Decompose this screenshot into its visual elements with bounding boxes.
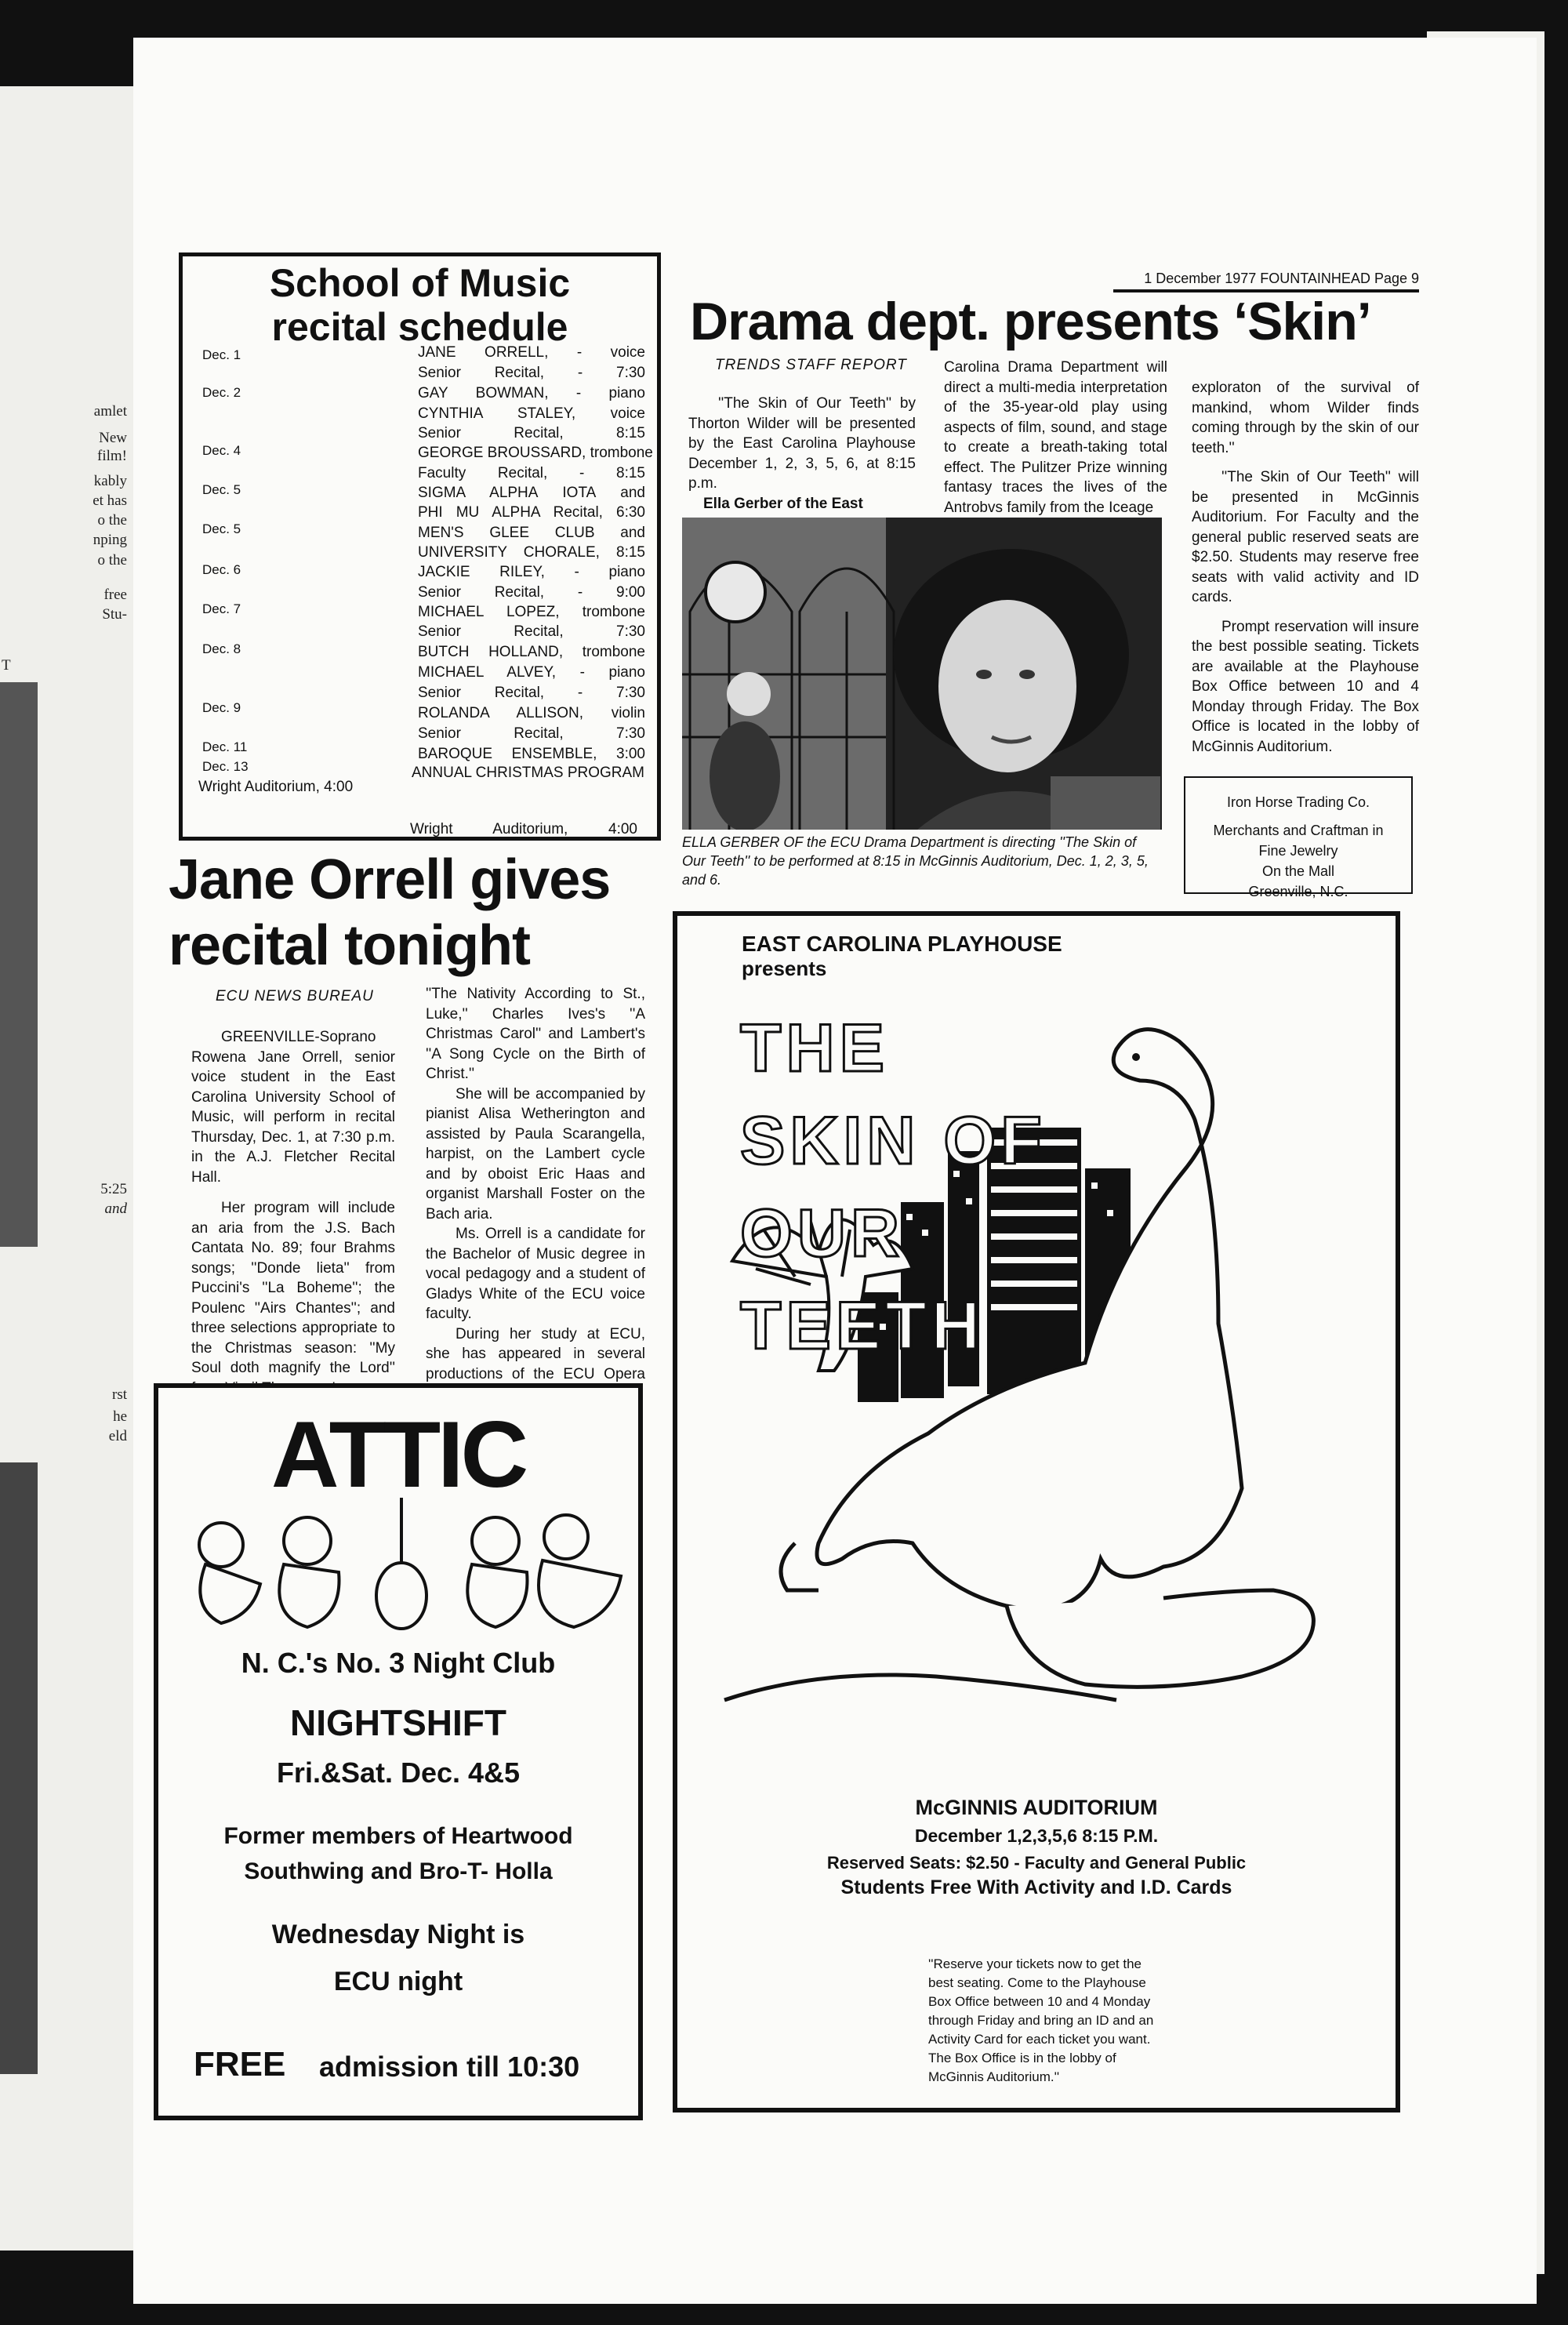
prev-text: free: [103, 587, 127, 603]
ad-presenter: EAST CAROLINA PLAYHOUSE: [742, 932, 1062, 956]
prev-text: et has: [93, 492, 127, 509]
recital-date: Dec. 1: [202, 347, 241, 362]
recital-line: Senior Recital, 7:30: [418, 623, 645, 640]
recital-schedule-box: [179, 252, 661, 841]
recital-title: [183, 261, 657, 349]
recital-line: MICHAEL ALVEY, - piano: [418, 664, 645, 681]
prev-photo: [0, 682, 38, 1247]
drama-headline: Drama dept. presents ‘Skin’: [690, 292, 1371, 351]
recital-date: Dec. 2: [202, 385, 241, 400]
recital-line: Senior Recital, - 7:30: [418, 365, 645, 381]
jane-column-1: [191, 1027, 395, 1398]
recital-line: ROLANDA ALLISON, violin: [418, 705, 645, 721]
page-dateline: 1 December 1977 FOUNTAINHEAD Page 9: [1113, 271, 1419, 292]
prev-text: amlet: [93, 403, 127, 420]
prev-text: kably: [93, 473, 127, 489]
recital-date: Dec. 4: [202, 443, 241, 458]
drama-column-2: [944, 358, 1167, 518]
paragraph: Ms. Orrell is a candidate for the Bachelor of Music degree in vocal pedagogy and a student of Gladys White of the ECU voice faculty.: [426, 1226, 645, 1322]
recital-line: Senior Recital, 7:30: [418, 725, 645, 742]
ad-line: Merchants and Craftman in: [1213, 823, 1384, 838]
prev-text: rst: [112, 1386, 127, 1403]
play-title: [740, 1002, 1132, 1372]
prev-text: T: [2, 657, 11, 674]
recital-title-line1: School of Music: [269, 261, 571, 305]
recital-date: Dec. 6: [202, 562, 241, 577]
drama-byline: TRENDS STAFF REPORT: [715, 357, 907, 373]
prev-text: and: [104, 1201, 127, 1217]
recital-line: Senior Recital, 8:15: [418, 425, 645, 441]
prev-text: Stu-: [102, 606, 127, 623]
prev-photo: [0, 1462, 38, 2074]
headline-line: recital tonight: [169, 914, 531, 977]
prev-text: eld: [108, 1428, 127, 1444]
recital-date: Dec. 9: [202, 700, 241, 715]
paragraph: She will be accompanied by pianist Alisa Wetherington and assisted by Paula Scarangella, harpist, on the Lambert cycle and by oboist Eric Haas and organist Marshall Foster on the Bach aria.: [426, 1085, 645, 1222]
ad-line: Greenville, N.C.: [1248, 884, 1348, 899]
playhouse-ad: [673, 911, 1400, 2112]
recital-line: BUTCH HOLLAND, trombone: [418, 644, 645, 660]
ad-line: Iron Horse Trading Co.: [1226, 794, 1370, 810]
headline-line: Jane Orrell gives: [169, 848, 611, 911]
title-line: SKIN OF: [740, 1103, 1047, 1179]
recital-wright-note: Wright Auditorium, 4:00: [198, 779, 354, 795]
recital-line: PHI MU ALPHA Recital, 6:30: [418, 504, 645, 521]
recital-date: Dec. 7: [202, 601, 241, 616]
previous-page-fragment: [0, 86, 133, 2251]
attic-tagline: N. C.'s No. 3 Night Club: [241, 1647, 556, 1679]
recital-line: Faculty Recital, - 8:15: [418, 465, 645, 481]
paragraph: During her study at ECU, she has appeared in several productions of the ECU Opera: [426, 1325, 645, 1382]
attic-wednesday: Wednesday Night is: [271, 1920, 525, 1949]
recital-line: MICHAEL LOPEZ, trombone: [418, 604, 645, 620]
ad-line: Fine Jewelry: [1258, 843, 1338, 859]
attic-nightclub-ad: [154, 1383, 643, 2120]
attic-logo: ATTIC: [270, 1402, 526, 1507]
drama-column-1: [688, 394, 916, 514]
paragraph: Ella Gerber of the East: [703, 495, 863, 512]
recital-title-line2: recital schedule: [271, 305, 568, 349]
recital-date: Dec. 11: [202, 739, 248, 754]
recital-line: JACKIE RILEY, - piano: [418, 564, 645, 580]
paragraph: ''The Skin of Our Teeth'' by Thorton Wilder will be presented by the East Carolina Playhouse December 1, 2, 3, 5, 6, at 8:15 p.m.: [688, 395, 916, 492]
recital-line: Senior Recital, - 7:30: [418, 685, 645, 701]
recital-line: UNIVERSITY CHORALE, 8:15: [418, 544, 645, 561]
recital-date: Dec. 8: [202, 641, 241, 656]
paragraph: Her program will include an aria from the J.S. Bach Cantata No. 89; four Brahms songs; ''Donde lieta'' from Puccini's ''La Boheme''; the Poulenc ''Airs Chantes''; and three selections appropriate to the Christmas season: ''My Soul doth magnify the Lord'': [191, 1200, 395, 1376]
ad-dates: December 1,2,3,5,6 8:15 P.M.: [914, 1825, 1159, 1846]
attic-band: NIGHTSHIFT: [290, 1702, 506, 1743]
prev-text: he: [113, 1408, 127, 1425]
prev-text: film!: [97, 448, 127, 464]
paragraph: ''The Skin of Our Teeth'' will be presented in McGinnis Auditorium. For Faculty and the general public reserved seats are $2.50. Students may reserve free seats with valid activity and ID cards.: [1192, 469, 1419, 605]
recital-line: GAY BOWMAN, - piano: [418, 385, 645, 401]
attic-free: FREE: [194, 2045, 286, 2083]
recital-date: Dec. 5: [202, 521, 241, 536]
jane-orrell-headline: [169, 847, 670, 979]
prev-text: o the: [97, 512, 127, 529]
recital-line: JANE ORRELL, - voice: [418, 344, 645, 361]
prev-text: 5:25: [100, 1181, 127, 1197]
cartoon-figures-noose: [174, 1498, 629, 1631]
prev-text: nping: [93, 532, 127, 548]
ad-reserved-seats: Reserved Seats: $2.50 - Faculty and General Public: [826, 1853, 1247, 1873]
recital-line: Senior Recital, - 9:00: [418, 584, 645, 601]
attic-admission: admission till 10:30: [319, 2051, 580, 2083]
paragraph: exploraton of the survival of mankind, whom Wilder finds coming through by the skin of our teeth.'': [1192, 380, 1419, 456]
recital-line: GEORGE BROUSSARD, trombone: [418, 445, 653, 461]
prev-text: o the: [97, 552, 127, 569]
recital-line: ANNUAL CHRISTMAS PROGRAM: [412, 765, 644, 781]
recital-wright-bottom: Wright Auditorium, 4:00: [410, 821, 637, 837]
jane-column-2: [426, 984, 645, 1404]
photo-caption: ELLA GERBER OF the ECU Drama Department is directing ''The Skin of Our Teeth'' to be performed at 8:15 in McGinnis Auditorium, Dec. 1, 2, 3, 5, and 6.: [682, 834, 1149, 888]
ad-venue: McGINNIS AUDITORIUM: [915, 1796, 1158, 1819]
recital-line: BAROQUE ENSEMBLE, 3:00: [418, 746, 645, 762]
iron-horse-ad: [1184, 776, 1413, 899]
recital-date: Dec. 13: [202, 759, 249, 774]
recital-line: CYNTHIA STALEY, voice: [418, 405, 645, 422]
recital-date: Dec. 5: [202, 482, 241, 497]
ad-reservation-note: ''Reserve your tickets now to get the best seating. Come to the Playhouse Box Office between 10 and 4 Monday through Friday and bring an ID and an Activity Card for each ticket you want. The Box Office is in the lobby of McGinnis Auditorium.'': [928, 1956, 1154, 2084]
paragraph: Prompt reservation will insure the best possible seating. Tickets are available at the Playhouse Box Office between 10 and 4 Monday through Friday. The Box Office is located in the lobby of McGinnis Auditorium.: [1192, 618, 1419, 755]
paragraph: ''The Nativity According to St., Luke,'' Charles Ives's ''A Christmas Carol'' and Lambert's ''A Song Cycle on the Birth of Christ.'': [426, 986, 645, 1082]
prev-text: New: [99, 430, 127, 446]
attic-dates: Fri.&Sat. Dec. 4&5: [276, 1756, 521, 1789]
ad-presents: presents: [742, 957, 827, 980]
title-line: OUR TEETH: [740, 1196, 985, 1364]
ad-line: On the Mall: [1261, 863, 1335, 879]
paragraph: Carolina Drama Department will direct a multi-media interpretation of the 35-year-old play using aspects of film, sound, and stage to create a breath-taking total effect. The Pulitzer Prize winning fantasy traces the lives of the Antrobvs family from the Iceage: [944, 359, 1167, 516]
recital-line: SIGMA ALPHA IOTA and: [418, 485, 645, 501]
ella-gerber-photo: [682, 518, 1162, 830]
photo-illustration: [682, 518, 1162, 830]
drama-column-3: [1192, 378, 1419, 757]
paragraph: GREENVILLE-Soprano Rowena Jane Orrell, senior voice student in the East Carolina University School of Music, will perform in recital Thursday, Dec. 1, at 7:30 p.m. in the A.J. Fletcher Recital Hall.: [191, 1029, 395, 1186]
jane-byline: ECU NEWS BUREAU: [216, 988, 374, 1004]
attic-former: Former members of Heartwood: [223, 1823, 573, 1849]
recital-line: MEN'S GLEE CLUB and: [418, 525, 645, 541]
attic-ecu-night: ECU night: [333, 1967, 463, 1996]
attic-former2: Southwing and Bro-T- Holla: [244, 1858, 553, 1884]
ad-students: Students Free With Activity and I.D. Cards: [840, 1876, 1232, 1898]
title-line: THE: [740, 1011, 889, 1086]
